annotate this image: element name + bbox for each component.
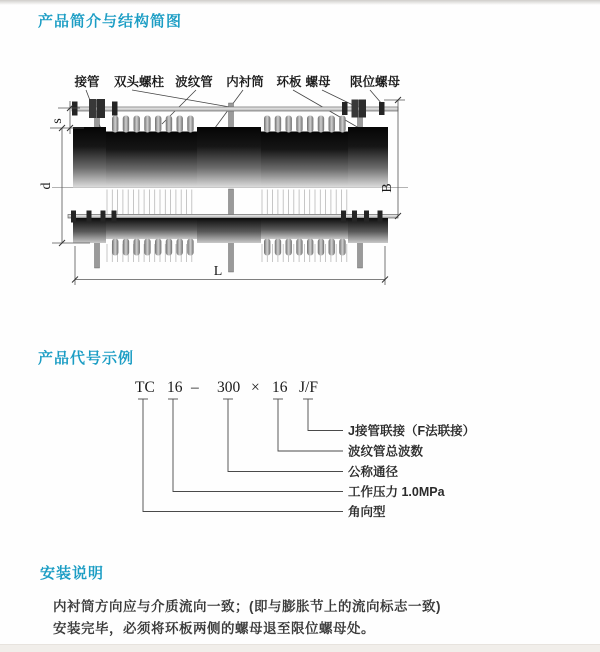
expl-pressure: 工作压力 1.0MPa bbox=[348, 485, 445, 499]
code-token-joint: J/F bbox=[299, 379, 318, 396]
section-title-install: 安装说明 bbox=[40, 565, 105, 582]
code-token-times: × bbox=[251, 379, 260, 396]
label-jieguan: 接管 bbox=[74, 75, 100, 89]
expl-angular-type: 角向型 bbox=[348, 505, 386, 519]
shell-top bbox=[73, 127, 388, 188]
bellows-section-lines-top bbox=[107, 190, 347, 215]
expl-wave-count: 波纹管总波数 bbox=[348, 444, 424, 459]
code-token-dash: – bbox=[191, 379, 199, 396]
expl-diameter: 公称通径 bbox=[348, 465, 399, 479]
code-token-type: TC bbox=[135, 379, 155, 396]
install-instruction-1: 内衬筒方向应与介质流向一致；(即与膨胀节上的流向标志一致) bbox=[53, 599, 441, 614]
page-bottom-edge bbox=[0, 644, 600, 652]
label-neichentong: 内衬筒 bbox=[226, 75, 264, 89]
diagram-part-labels bbox=[73, 74, 400, 89]
code-example-diagram bbox=[0, 372, 600, 527]
dim-label-l: L bbox=[213, 264, 223, 279]
code-token-waves: 16 bbox=[272, 379, 288, 396]
code-connectors bbox=[143, 399, 343, 512]
code-token-diameter: 300 bbox=[217, 379, 241, 396]
section-title-code-example: 产品代号示例 bbox=[38, 350, 135, 367]
dim-label-d: d bbox=[39, 182, 54, 190]
install-instruction-2: 安装完毕，必须将环板两侧的螺母退至限位螺母处。 bbox=[53, 621, 375, 636]
dim-label-b: B bbox=[380, 183, 395, 193]
code-tokens bbox=[135, 379, 318, 396]
structure-diagram bbox=[0, 60, 600, 300]
code-explanations bbox=[348, 423, 475, 519]
label-luomu: 螺母 bbox=[305, 75, 331, 89]
dim-label-s: s bbox=[50, 118, 65, 124]
section-title-structure: 产品简介与结构简图 bbox=[38, 13, 183, 30]
label-xianwei: 限位螺母 bbox=[349, 75, 401, 89]
code-token-pressure: 16 bbox=[167, 379, 183, 396]
expl-joint-type: J接管联接（F法联接） bbox=[348, 424, 476, 438]
label-bowenguan: 波纹管 bbox=[175, 75, 213, 89]
page-top-edge bbox=[0, 0, 600, 5]
label-shuangtou: 双头螺柱 bbox=[113, 75, 165, 89]
label-huanban: 环板 bbox=[276, 75, 302, 89]
